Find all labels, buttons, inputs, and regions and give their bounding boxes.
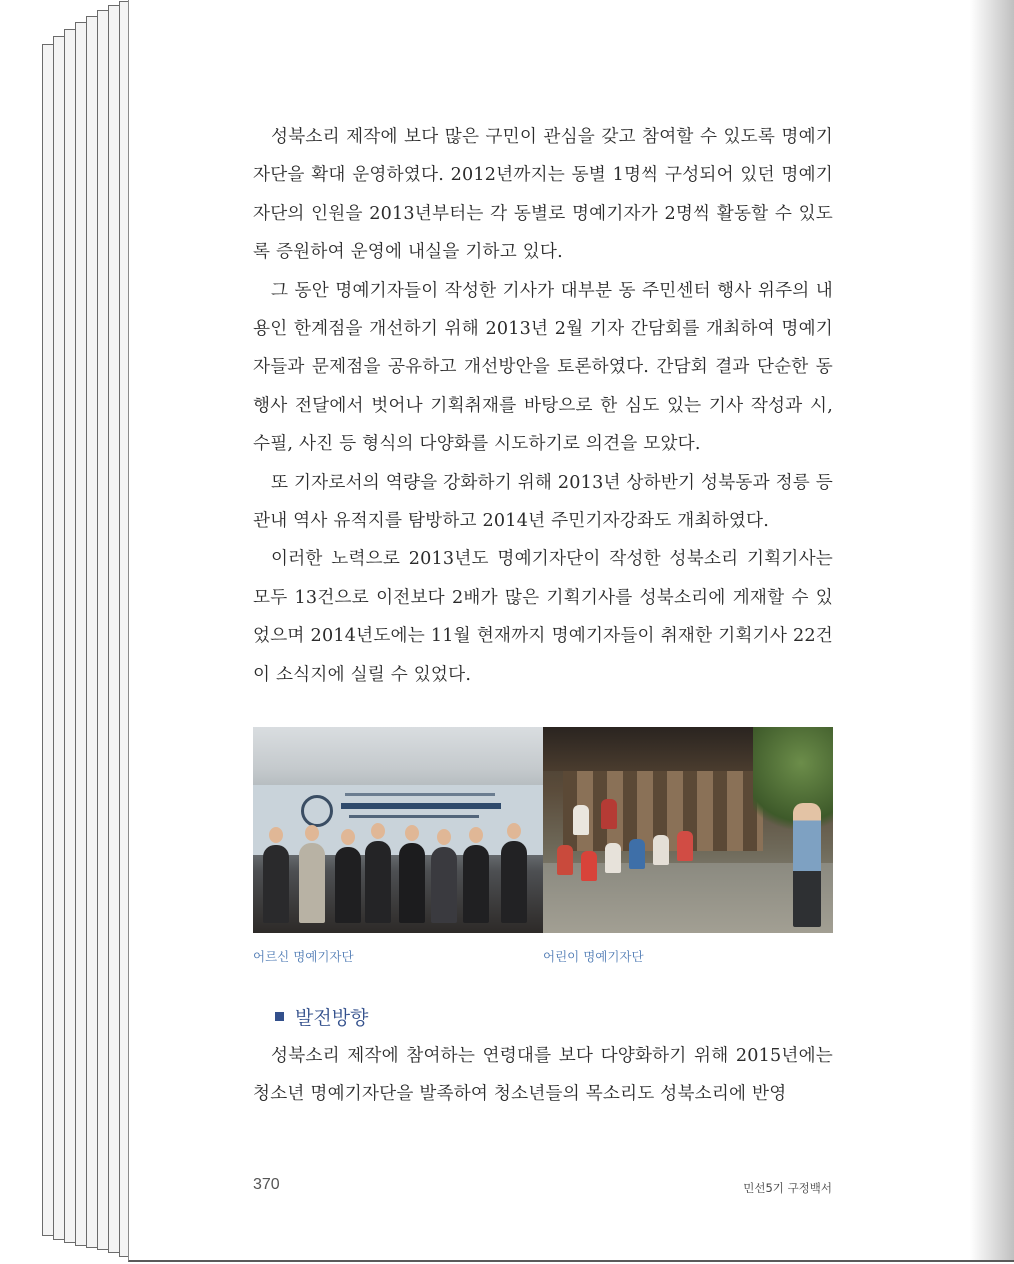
page-shadow [970, 0, 1014, 1260]
child-figure [557, 845, 573, 875]
child-figure [573, 805, 589, 835]
banner-line [349, 815, 479, 818]
person-figure [263, 845, 289, 923]
children-reporters-photo [543, 727, 833, 933]
person-figure [501, 841, 527, 923]
person-figure [365, 841, 391, 923]
standing-guide-figure [793, 803, 821, 927]
banner-line [341, 803, 501, 809]
child-figure [601, 799, 617, 829]
child-figure [581, 851, 597, 881]
section-heading: 발전방향 [295, 1007, 369, 1029]
sb-logo-icon [301, 795, 333, 827]
paragraph: 그 동안 명예기자들이 작성한 기사가 대부분 동 주민센터 행사 위주의 내용인 한계점을 개선하기 위해 2013년 2월 기자 간담회를 개최하여 명예기자들과 문제점을 공유하고 개선방안을 토론하였다. 간담회 결과 단순한 동 행사 전달에서 벗어나 기획취재를 바탕으로 한 심도 있는 기사 작성과 시, 수필, 사진 등 형식의 다양화를 시도하기로 의견을 모았다. [253, 280, 833, 455]
paragraph: 성북소리 제작에 참여하는 연령대를 보다 다양화하기 위해 2015년에는 청소년 명예기자단을 발족하여 청소년들의 목소리도 성북소리에 반영 [253, 1046, 833, 1105]
person-figure [335, 847, 361, 923]
child-figure [605, 843, 621, 873]
document-page [128, 0, 1014, 1262]
photo-caption: 어르신 명예기자단 [253, 949, 354, 964]
paragraph: 이러한 노력으로 2013년도 명예기자단이 작성한 성북소리 기획기사는 모두 13건으로 이전보다 2배가 많은 기획기사를 성북소리에 게재할 수 있었으며 2014년도에는 11월 현재까지 명예기자들이 취재한 기획기사 22건이 소식지에 실릴 수 있었다. [253, 549, 833, 685]
paragraph: 성북소리 제작에 보다 많은 구민이 관심을 갖고 참여할 수 있도록 명예기자단을 확대 운영하였다. 2012년까지는 동별 1명씩 구성되어 있던 명예기자단의 인원을 2013년부터는 각 동별로 명예기자가 2명씩 활동할 수 있도록 증원하여 운영에 내실을 기하고 있다. [253, 127, 833, 263]
photo-caption: 어린이 명예기자단 [543, 949, 644, 964]
paragraph: 또 기자로서의 역량을 강화하기 위해 2013년 상하반기 성북동과 정릉 등 관내 역사 유적지를 탐방하고 2014년 주민기자강좌도 개최하였다. [253, 472, 833, 532]
person-figure [431, 847, 457, 923]
child-figure [677, 831, 693, 861]
ceremony-banner [253, 785, 543, 855]
banner-line [345, 793, 495, 796]
child-figure [653, 835, 669, 865]
person-figure [463, 845, 489, 923]
body-text [253, 118, 833, 694]
running-title: 민선5기 구정백서 [743, 1181, 832, 1195]
person-figure [399, 843, 425, 923]
child-figure [629, 839, 645, 869]
section-body [253, 1037, 833, 1114]
senior-reporters-photo [253, 727, 543, 933]
hanok-roof [543, 727, 763, 771]
square-bullet-icon [275, 1012, 284, 1021]
person-figure [299, 843, 325, 923]
page-number: 370 [253, 1176, 280, 1193]
